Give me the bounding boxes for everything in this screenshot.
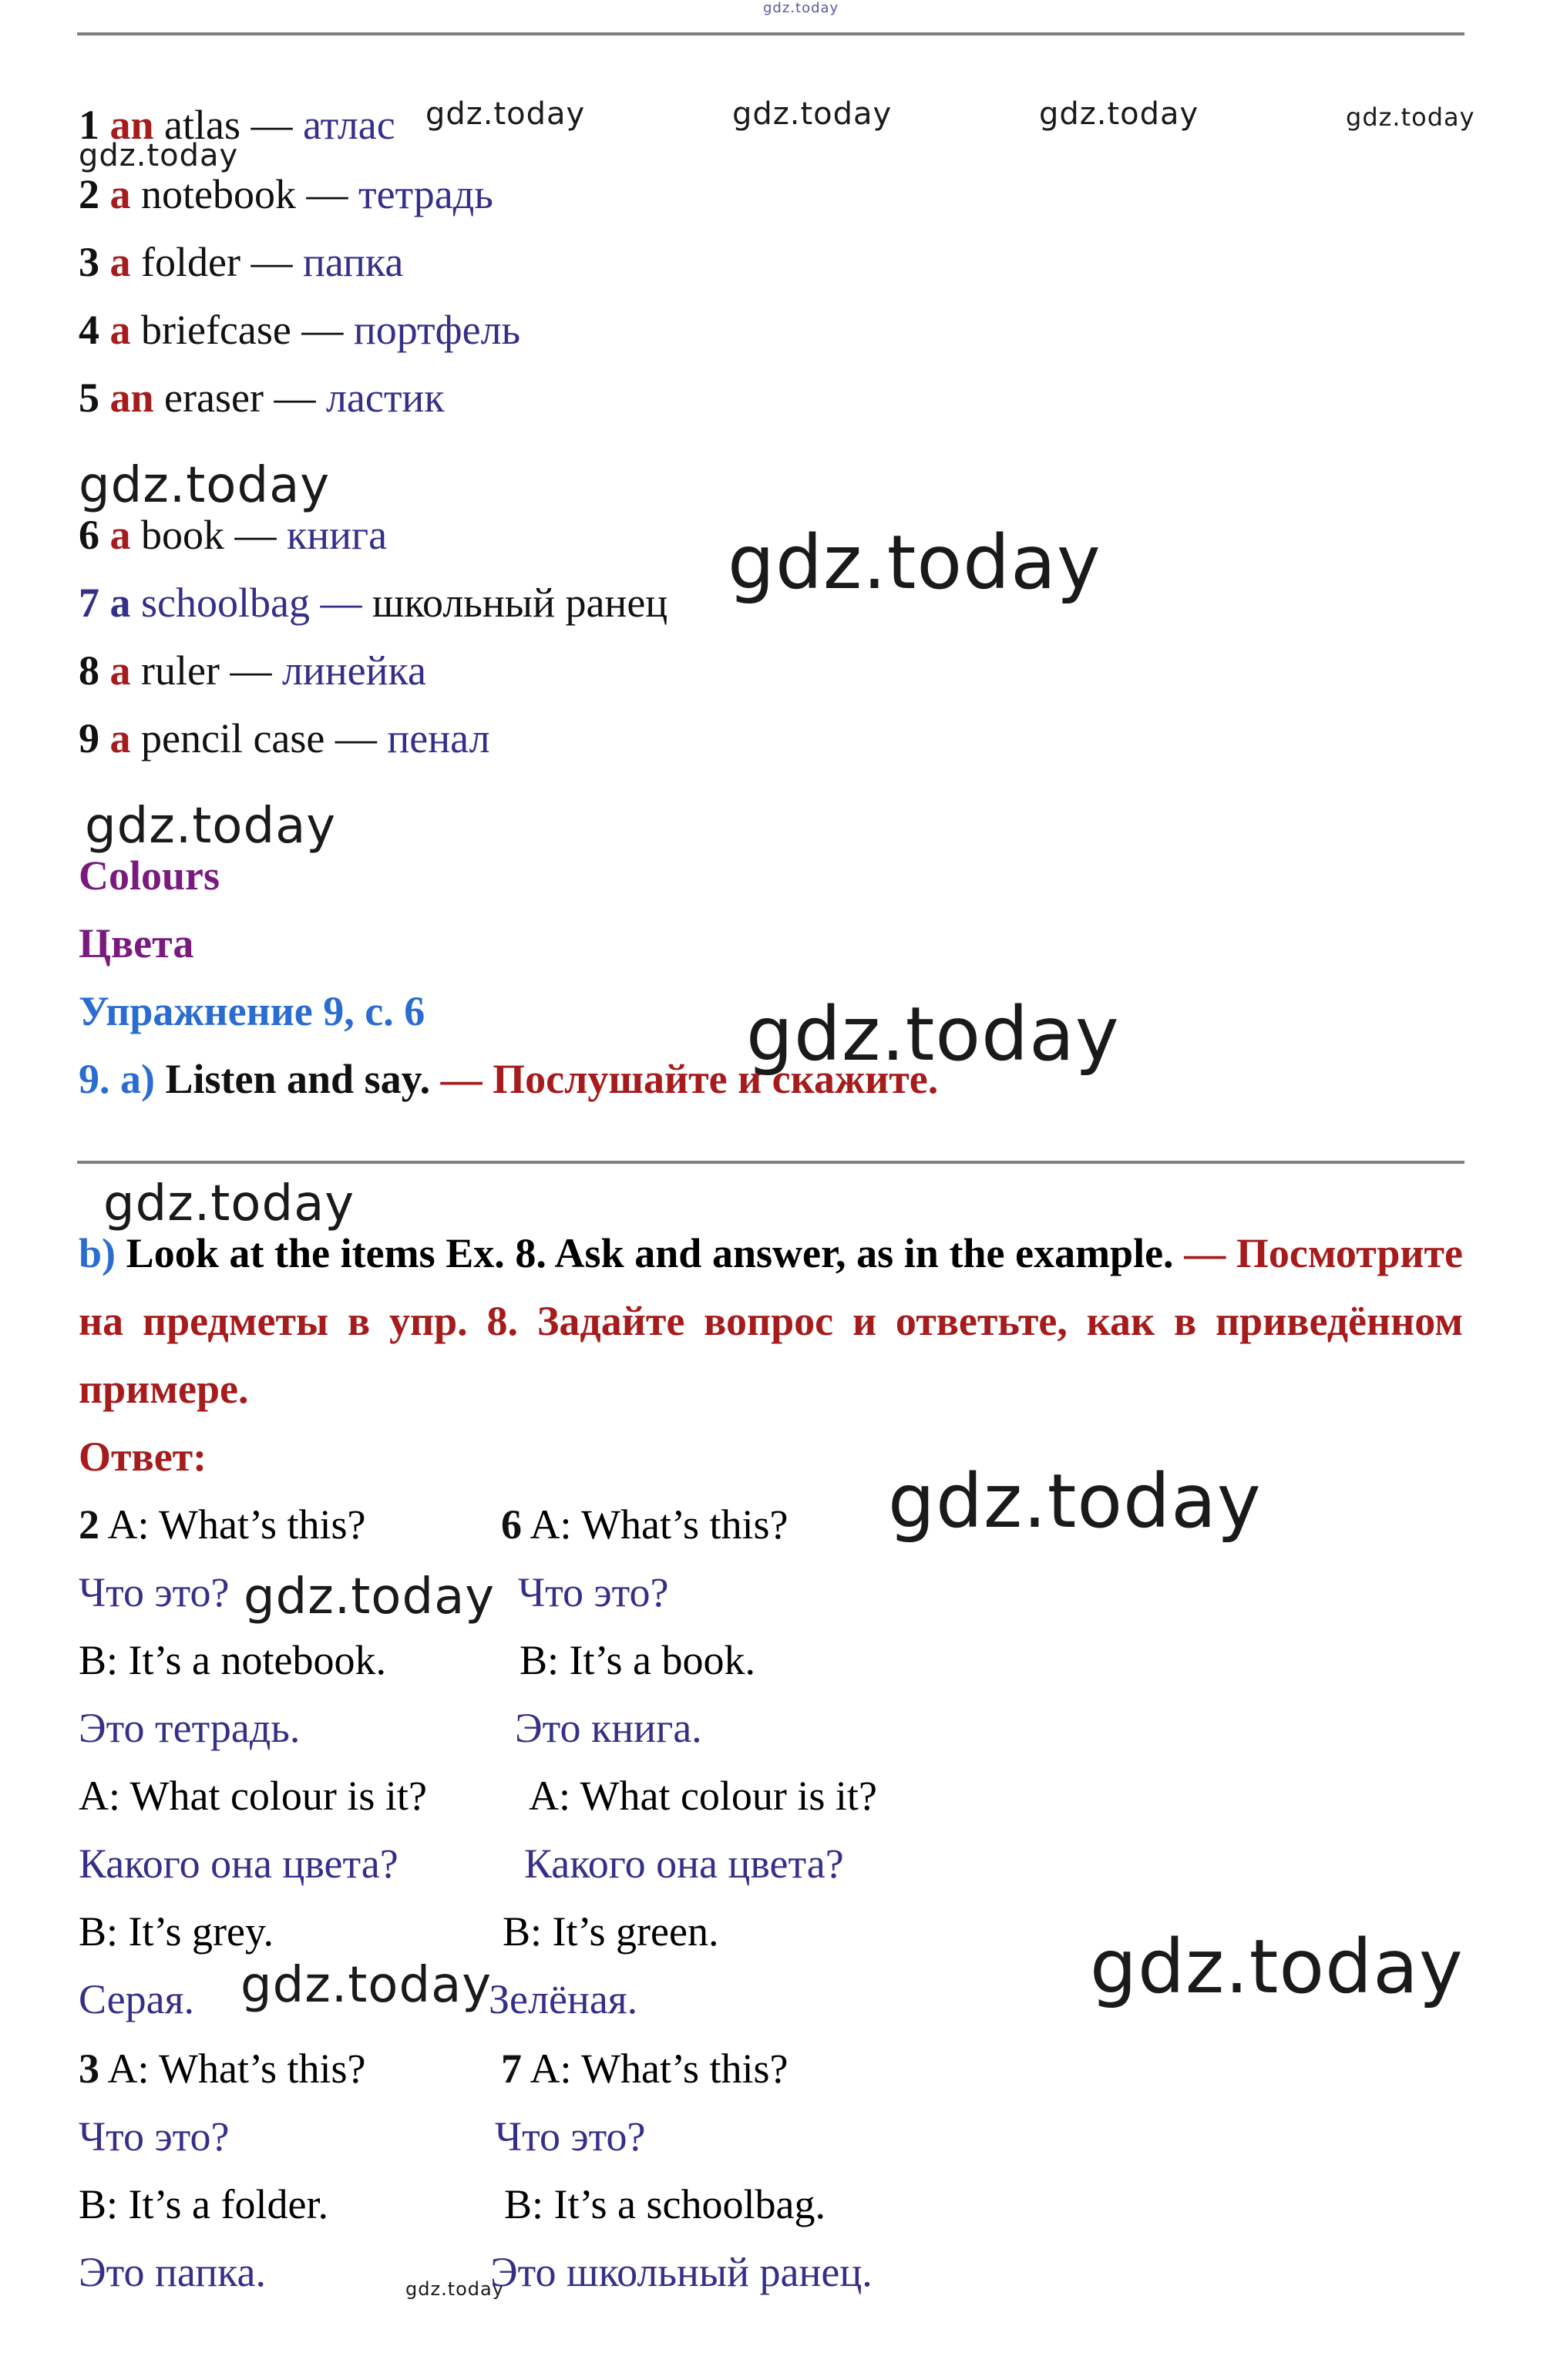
task-a: 9. a) Listen and say. — Послушайте и скажите. xyxy=(79,1056,939,1102)
vocab-item-7: 7 a schoolbag — школьный ранец xyxy=(79,580,668,626)
dialog-3-answer: B: It’s a folder. xyxy=(79,2181,328,2227)
dialog-6-answer-ru: Это книга. xyxy=(515,1705,702,1751)
dialog-2-question-2-ru: Какого она цвета? xyxy=(79,1840,398,1887)
watermark: gdz.today xyxy=(1039,96,1199,132)
dialog-6-question-ru: Что это? xyxy=(518,1569,669,1615)
dialog-6-answer-2-ru: Зелёная. xyxy=(489,1976,638,2022)
top-divider xyxy=(77,32,1464,35)
dialog-2-answer-ru: Это тетрадь. xyxy=(79,1705,301,1751)
dialog-2-answer-2: B: It’s grey. xyxy=(79,1908,274,1955)
dialog-2-question-2: A: What colour is it? xyxy=(79,1773,427,1819)
task-b: b) Look at the items Ex. 8. Ask and answer, as in the example. — Посмотрите на предметы в упр. 8. Задайте вопрос и ответьте, как в приведённом примере. xyxy=(79,1230,1464,1412)
dialog-2-answer: B: It’s a notebook. xyxy=(79,1637,386,1683)
dialog-3-question-ru: Что это? xyxy=(79,2113,230,2160)
watermark: gdz.today xyxy=(1090,1924,1464,2010)
watermark: gdz.today xyxy=(240,1957,493,2014)
dialog-6-question-2: A: What colour is it? xyxy=(529,1773,877,1819)
vocab-item-3: 3 a folder — папка xyxy=(79,239,404,285)
answer-label: Ответ: xyxy=(79,1434,207,1480)
vocab-item-4: 4 a briefcase — портфель xyxy=(79,307,521,353)
section-title-ru: Цвета xyxy=(79,920,194,966)
dialog-7-answer: B: It’s a schoolbag. xyxy=(504,2181,826,2227)
vocab-item-5: 5 an eraser — ластик xyxy=(79,375,445,421)
watermark: gdz.today xyxy=(79,138,239,173)
dialog-7-answer-ru: Это школьный ранец. xyxy=(490,2249,873,2295)
exercise-heading: Упражнение 9, с. 6 xyxy=(79,988,425,1034)
watermark: gdz.today xyxy=(888,1458,1262,1545)
dialog-2-answer-2-ru: Серая. xyxy=(79,1976,194,2022)
vocab-item-8: 8 a ruler — линейка xyxy=(79,647,426,694)
dialog-6-answer: B: It’s a book. xyxy=(520,1637,755,1683)
watermark: gdz.today xyxy=(244,1568,496,1625)
dialog-2-question: 2 A: What’s this? xyxy=(79,1501,366,1548)
dialog-3-answer-ru: Это папка. xyxy=(79,2249,266,2295)
vocab-item-1: 1 an atlas — атлас xyxy=(79,102,395,148)
vocab-item-9: 9 a pencil case — пенал xyxy=(79,715,490,761)
vocab-item-6: 6 a book — книга xyxy=(79,512,388,558)
dialog-3-question: 3 A: What’s this? xyxy=(79,2046,366,2092)
watermark: gdz.today xyxy=(425,96,586,132)
watermark: gdz.today xyxy=(763,0,839,16)
vocab-item-2: 2 a notebook — тетрадь xyxy=(79,171,493,217)
watermark: gdz.today xyxy=(746,991,1120,1077)
dialog-6-question-2-ru: Какого она цвета? xyxy=(524,1840,844,1887)
dialog-7-question-ru: Что это? xyxy=(495,2113,646,2160)
dialog-6-answer-2: B: It’s green. xyxy=(503,1908,719,1955)
watermark: gdz.today xyxy=(732,96,893,132)
watermark: gdz.today xyxy=(85,798,337,855)
dialog-2-question-ru: Что это? xyxy=(79,1569,230,1615)
dialog-7-question: 7 A: What’s this? xyxy=(501,2046,789,2092)
watermark: gdz.today xyxy=(1346,103,1475,132)
watermark: gdz.today xyxy=(79,457,331,514)
watermark: gdz.today xyxy=(405,2278,504,2300)
watermark: gdz.today xyxy=(728,519,1101,606)
section-title-en: Colours xyxy=(79,852,220,899)
watermark: gdz.today xyxy=(103,1175,355,1232)
middle-divider xyxy=(77,1161,1464,1164)
dialog-6-question: 6 A: What’s this? xyxy=(501,1501,789,1548)
